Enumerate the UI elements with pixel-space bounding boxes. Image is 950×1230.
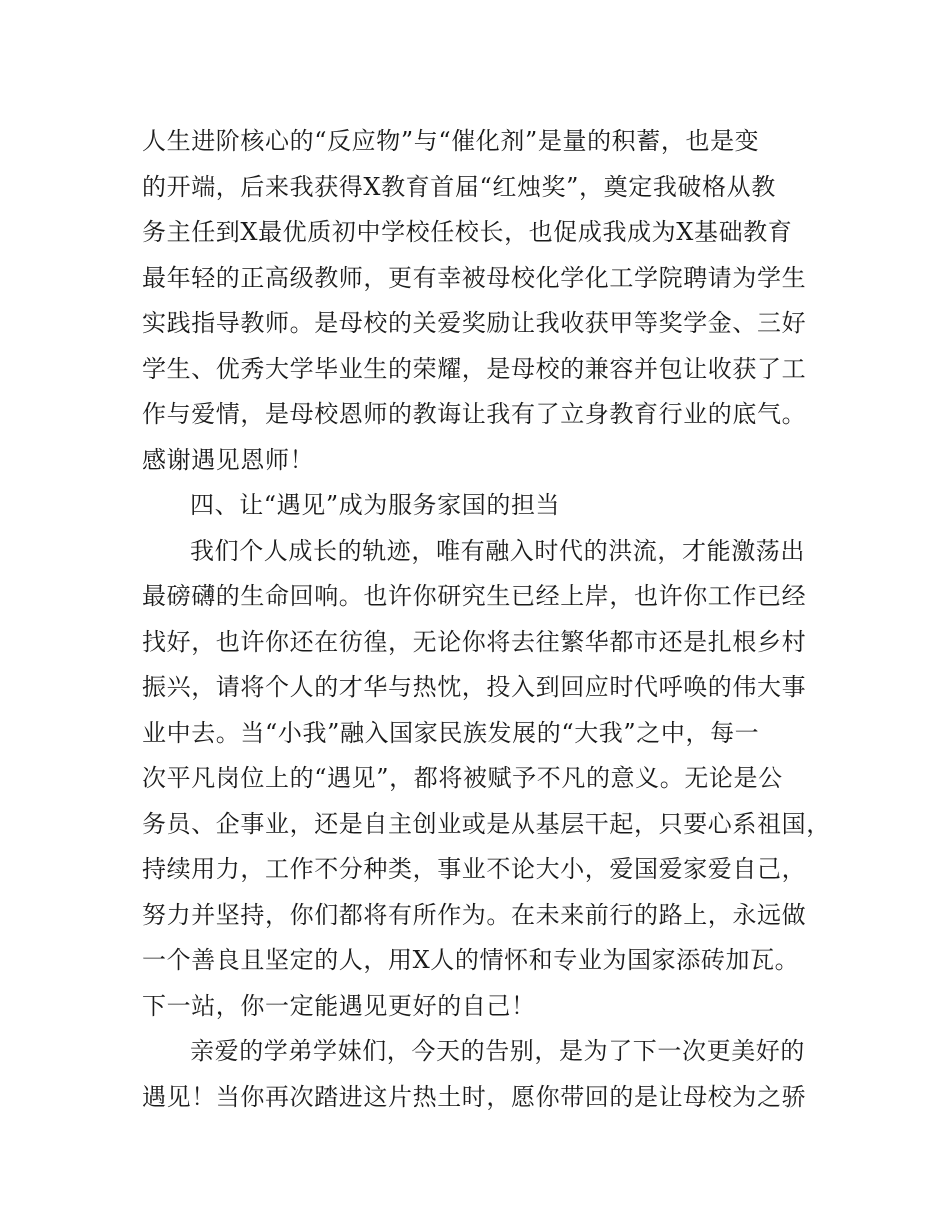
text-line: 实践指导教师。是母校的关爱奖励让我收获甲等奖学金、三好 — [142, 309, 807, 337]
paragraph-farewell — [142, 1029, 832, 1120]
text-line: 的开端，后来我获得X教育首届“红烛奖”，奠定我破格从教 — [142, 172, 776, 201]
paragraph-service — [142, 529, 832, 1030]
text-line: 务主任到X最优质初中学校任校长，也促成我成为X基础教育 — [142, 218, 793, 246]
text-line: 一个善良且坚定的人，用X人的情怀和专业为国家添砖加瓦。 — [142, 946, 800, 974]
text-line: 次平凡岗位上的“遇见”，都将被赋予不凡的意义。无论是公 — [142, 764, 783, 792]
text-line: 人生进阶核心的“反应物”与“催化剂”是量的积蓄，也是变 — [142, 127, 760, 155]
text-line: 最磅礴的生命回响。也许你研究生已经上岸，也许你工作已经 — [142, 582, 807, 610]
text-line: 持续用力，工作不分种类，事业不论大小，爱国爱家爱自己， — [142, 855, 807, 883]
text-line: 业中去。当“小我”融入国家民族发展的“大我”之中，每一 — [142, 718, 760, 747]
text-line: 务员、企事业，还是自主创业或是从基层干起，只要心系祖国， — [142, 809, 831, 838]
text-line: 最年轻的正高级教师，更有幸被母校化学化工学院聘请为学生 — [142, 263, 807, 292]
text-line: 振兴，请将个人的才华与热忱，投入到回应时代呼唤的伟大事 — [142, 673, 807, 701]
text-line: 下一站，你一定能遇见更好的自己！ — [142, 991, 536, 1020]
text-line: 亲爱的学弟学妹们，今天的告别，是为了下一次更美好的 — [190, 1037, 805, 1065]
section-heading: 四、让“遇见”成为服务家国的担当 — [190, 491, 561, 519]
text-line: 遇见！当你再次踏进这片热土时，愿你带回的是让母校为之骄 — [142, 1082, 807, 1111]
text-line: 我们个人成长的轨迹，唯有融入时代的洪流，才能激荡出 — [190, 536, 805, 565]
text-line: 感谢遇见恩师！ — [142, 445, 315, 474]
document-body — [142, 119, 832, 1120]
text-line: 学生、优秀大学毕业生的荣耀，是母校的兼容并包让收获了工 — [142, 354, 807, 383]
text-line: 努力并坚持，你们都将有所作为。在未来前行的路上，永远做 — [142, 900, 807, 929]
text-line: 找好，也许你还在彷徨，无论你将去往繁华都市还是扎根乡村 — [142, 627, 807, 656]
text-line: 作与爱情，是母校恩师的教诲让我有了立身教育行业的底气。 — [142, 400, 807, 428]
paragraph-continued — [142, 119, 832, 483]
